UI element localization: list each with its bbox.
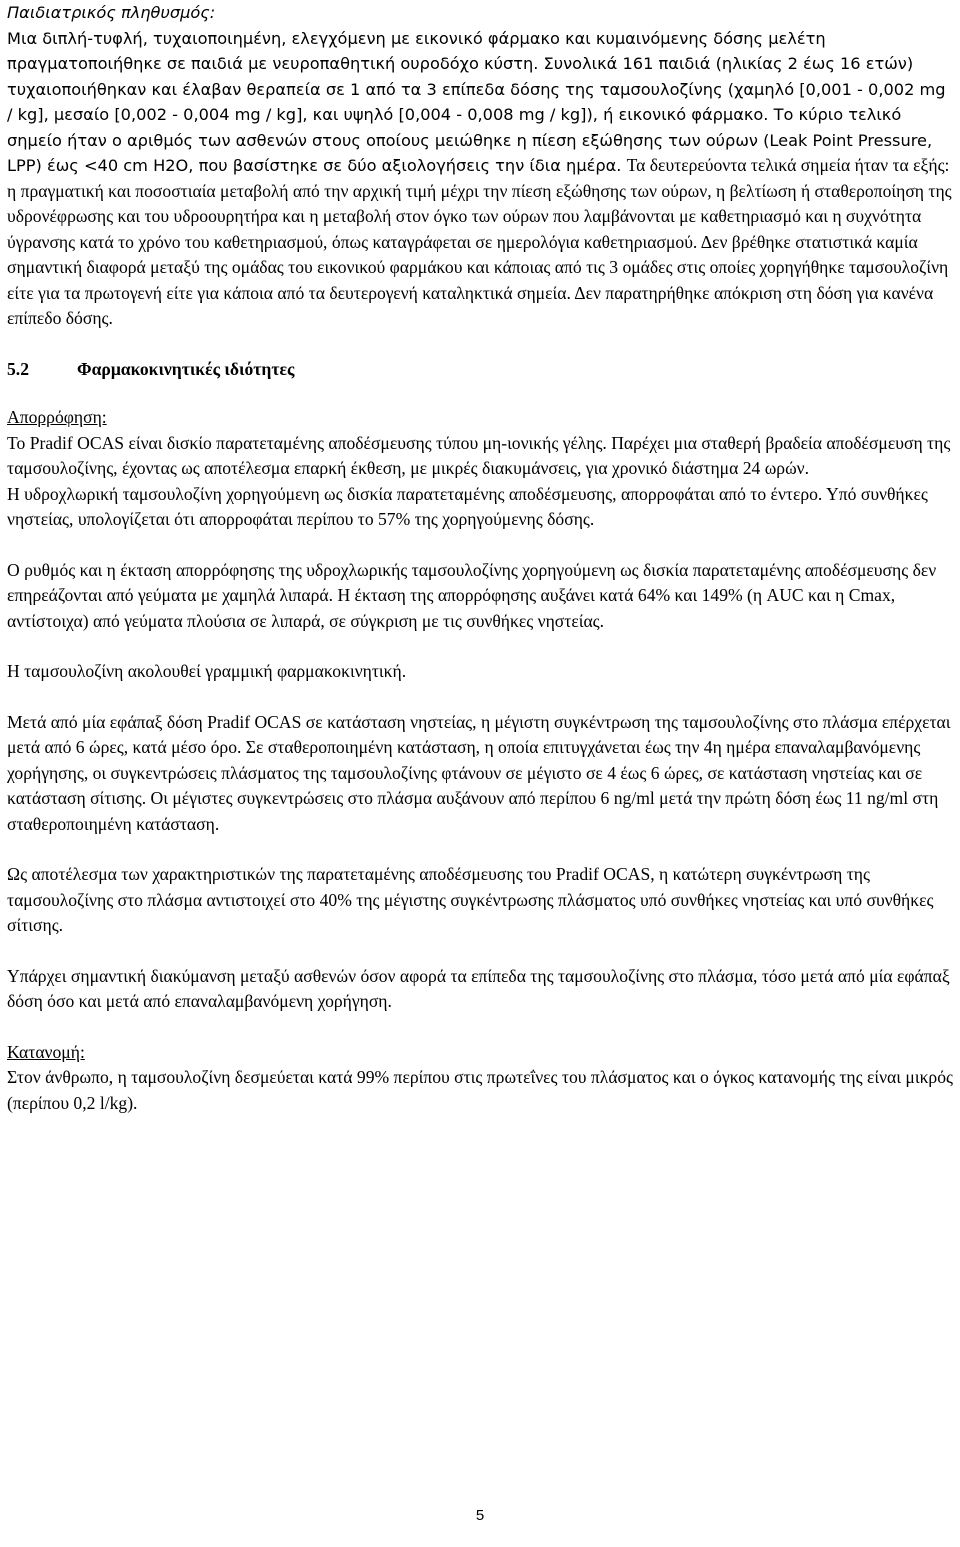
absorption-paragraph-6: Υπάρχει σημαντική διακύμανση μεταξύ ασθενών όσον αφορά τα επίπεδα της ταμσουλοζίνης στο πλάσμα, τόσο μετά από μία εφάπαξ δόση όσο και μετά από επαναλαμβανόμενη χορήγηση. (7, 965, 950, 1011)
absorption-paragraph-2: Ο ρυθμός και η έκταση απορρόφησης της υδροχλωρικής ταμσουλοζίνης χορηγούμενη ως δισκία παρατεταμένης αποδέσμευσης δεν επηρεάζονται από γεύματα με χαμηλά λιπαρά. Η έκταση της απορρόφησης αυξάνει κατά 64% και 149% (η AUC και η Cmax, αντίστοιχα) από γεύματα πλούσια σε λιπαρά, σε σύγκριση με τις συνθήκες νηστείας. (7, 559, 937, 631)
absorption-paragraph-4: Μετά από μία εφάπαξ δόση Pradif OCAS σε κατάσταση νηστείας, η μέγιστη συγκέντρωση της ταμσουλοζίνης στο πλάσμα επέρχεται μετά από 6 ώρες, κατά μέσο όρο. Σε σταθεροποιημένη κατάσταση, η οποία επιτυγχάνεται έως την 4η ημέρα επαναλαμβανόμενης χορήγησης, οι συγκεντρώσεις πλάσματος της ταμσουλοζίνης φτάνουν σε μέγιστο σε 4 έως 6 ώρες, σε κατάσταση νηστείας και σε κατάσταση σίτισης. Οι μέγιστες συγκεντρώσεις στο πλάσμα αυξάνουν από περίπου 6 ng/ml μετά την πρώτη δόση έως 11 ng/ml στη σταθεροποιημένη κατάσταση. (7, 711, 951, 834)
distribution-text: Στον άνθρωπο, η ταμσουλοζίνη δεσμεύεται κατά 99% περίπου στις πρωτεΐνες του πλάσματος και ο όγκος κατανομής της είναι μικρός (περίπου 0,2 l/kg). (7, 1067, 953, 1113)
pediatric-title: Παιδιατρικός πληθυσμός: (7, 3, 216, 22)
page-number: 5 (475, 1507, 485, 1524)
section-title: Φαρμακοκινητικές ιδιότητες (77, 358, 295, 379)
absorption-text-1b: Η υδροχλωρική ταμσουλοζίνη χορηγούμενη ως δισκία παρατεταμένης αποδέσμευσης, απορροφάται από το έντερο. Υπό συνθήκες νηστείας, υπολογίζεται ότι απορροφάται περίπου το 57% της χορηγούμενης δόσης. (7, 483, 928, 529)
absorption-text-1a: Το Pradif OCAS είναι δισκίο παρατεταμένης αποδέσμευσης τύπου μη-ιονικής γέλης. Παρέχει μια σταθερή βραδεία αποδέσμευση της ταμσουλοζίνης, έχοντας ως αποτέλεσμα επαρκή έκθεση, με μικρές διακυμάνσεις, για χρονικό διάστημα 24 ωρών. (7, 432, 951, 478)
section-number: 5.2 (7, 358, 29, 379)
absorption-paragraph-3: Η ταμσουλοζίνη ακολουθεί γραμμική φαρμακοκινητική. (7, 661, 407, 681)
document-page (7, 0, 955, 1116)
pediatric-paragraph (7, 0, 955, 332)
absorption-paragraph-1 (7, 405, 955, 533)
distribution-title: Κατανομή: (7, 1041, 85, 1062)
pediatric-sentence-3: Το κύριο τελικό σημείο ήταν ο αριθμός των ασθενών στους οποίους μειώθηκε η πίεση εξώθησης των ούρων (Leak Point Pressure, LPP) έως <40 cm H2O, που βασίστηκε σε δύο αξιολογήσεις την ίδια ημέρα. (7, 105, 933, 175)
section-heading (7, 357, 955, 383)
pediatric-sentence-2: Συνολικά 161 παιδιά (ηλικίας 2 έως 16 ετών) τυχαιοποιήθηκαν και έλαβαν θεραπεία σε 1 από τα 3 επίπεδα δόσης της ταμσουλοζίνης (χαμηλό [0,001 - 0,002 mg / kg], μεσαίο [0,002 - 0,004 mg / kg], και υψηλό [0,004 - 0,008 mg / kg]), ή εικονικό φάρμακο. (7, 54, 946, 124)
distribution-paragraph (7, 1040, 955, 1117)
absorption-paragraph-5: Ως αποτέλεσμα των χαρακτηριστικών της παρατεταμένης αποδέσμευσης του Pradif OCAS, η κατώτερη συγκέντρωση της ταμσουλοζίνης στο πλάσμα αντιστοιχεί στο 40% της μέγιστης συγκέντρωσης πλάσματος υπό συνθήκες νηστείας και υπό συνθήκες σίτισης. (7, 864, 934, 935)
absorption-title: Απορρόφηση: (7, 407, 107, 427)
pediatric-sentence-1: Μια διπλή-τυφλή, τυχαιοποιημένη, ελεγχόμενη με εικονικό φάρμακο και κυμαινόμενης δόσης μελέτη πραγματοποιήθηκε σε παιδιά με νευροπαθητική ουροδόχο κύστη. (7, 28, 826, 73)
pediatric-sentence-4: Τα δευτερεύοντα τελικά σημεία ήταν τα εξής: η πραγματική και ποσοστιαία μεταβολή από την αρχική τιμή μέχρι την πίεση εξώθησης των ούρων, η βελτίωση ή σταθεροποίηση της υδρονέφρωσης και του υδροουρητήρα και η μεταβολή στον όγκο των ούρων που λαμβάνονται με καθετηριασμό και η συχνότητα ύγρανσης κατά το χρόνο του καθετηριασμού, όπως καταγράφεται σε ημερολόγια καθετηριασμού. Δεν βρέθηκε στατιστικά καμία σημαντική διαφορά μεταξύ της ομάδας του εικονικού φαρμάκου και κάποιας από τις 3 ομάδες στις οποίες χορηγήθηκε ταμσουλοζίνη είτε για τα πρωτογενή είτε για κάποια από τα δευτερογενή καταληκτικά σημεία. Δεν παρατηρήθηκε απόκριση στη δόση για κανένα επίπεδο δόσης. (7, 155, 952, 328)
